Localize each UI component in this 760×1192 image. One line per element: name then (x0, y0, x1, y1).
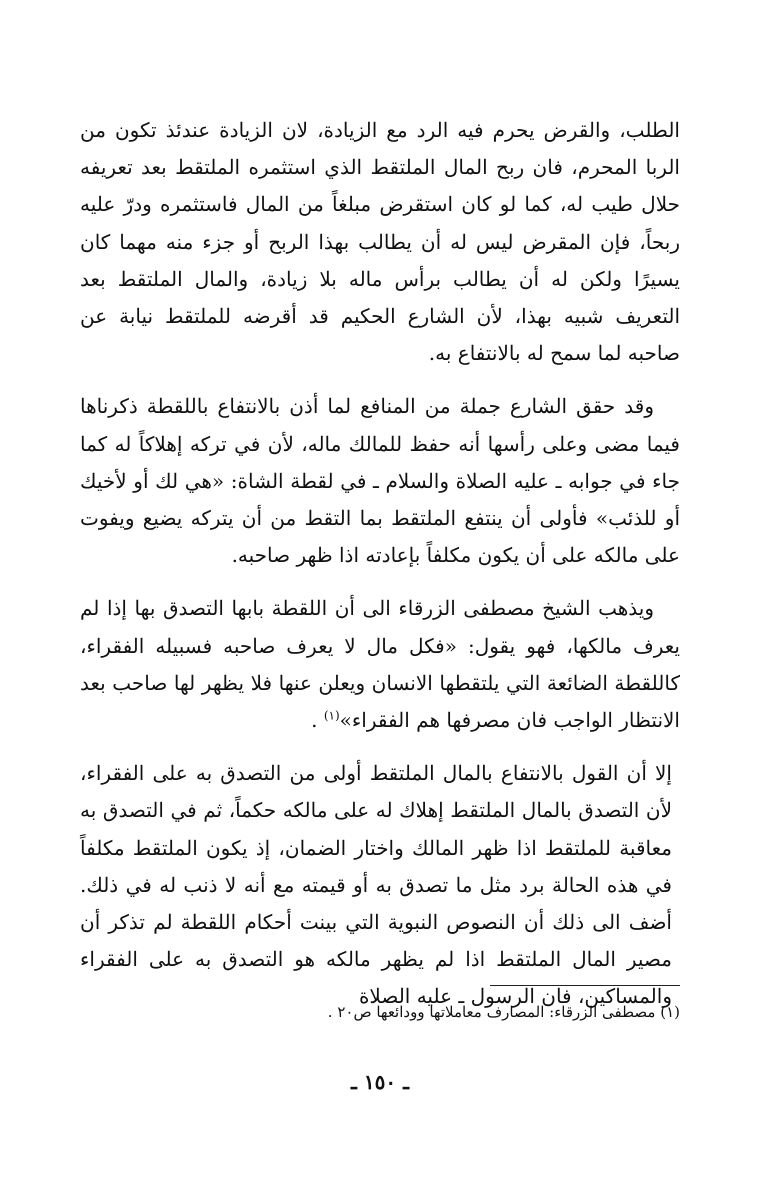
paragraph-1: الطلب، والقرض يحرم فيه الرد مع الزيادة، لان الزيادة عندئذ تكون من الربا المحرم، فان ربح المال الملتقط الذي استثمره الملتقط بعد تعريفه حلال طيب له، كما لو كان استقرض مبلغاً من المال فاستثمره ودرّ عليه ربحاً، فإن المقرض ليس له أن يطالب بهذا الربح أو جزء منه مهما كان يسيرًا ولكن له أن يطالب برأس ماله بلا زيادة، والمال الملتقط بعد التعريف شبيه بهذا، لأن الشارع الحكيم قد أقرضه للملتقط نيابة عن صاحبه لما سمح له بالانتفاع به. (80, 118, 680, 366)
paragraph-2: وقد حقق الشارع جملة من المنافع لما أذن بالانتفاع باللقطة ذكرناها فيما مضى وعلى رأسها أنه حفظ للمالك ماله، لأن في تركه إهلاكاً له كما جاء في جوابه ـ عليه الصلاة والسلام ـ في لقطة الشاة: «هي لك أو لأخيك أو للذئب» فأولى أن ينتفع الملتقط بما التقط من أن يتركه يضيع ويفوت على مالكه على أن يكون مكلفاً بإعادته اذا ظهر صاحبه. (80, 394, 680, 568)
paragraph-4: إلا أن القول بالانتفاع بالمال الملتقط أولى من التصدق به على الفقراء، لأن التصدق بالمال الملتقط إهلاك له على مالكه حكماً، ثم في التصدق به معاقبة للملتقط اذا ظهر المالك واختار الضمان، إذ يكون الملتقط مكلفاً في هذه الحالة برد مثل ما تصدق به أو قيمته مع أنه لا ذنب له في ذلك. أضف الى ذلك أن النصوص النبوية التي بينت أحكام اللقطة لم تذكر أن مصير المال الملتقط اذا لم يظهر مالكه هو التصدق به على الفقراء والمساكين، فان الرسول ـ عليه الصلاة (80, 761, 672, 1009)
paragraph-3-tail: . (311, 708, 324, 733)
footnote-ref[interactable]: (١) (323, 708, 340, 723)
footnote: (١) مصطفى الزرقاء: المصارف معاملاتها وودائعها ص٢٠ . (327, 1003, 680, 1021)
paragraph-3 (80, 590, 680, 739)
main-text (80, 112, 680, 1016)
page-number: ـ ١٥٠ ـ (351, 1070, 409, 1094)
footnote-divider (490, 985, 680, 986)
paragraph-3-text: ويذهب الشيخ مصطفى الزرقاء الى أن اللقطة بابها التصدق بها إذا لم يعرف مالكها، فهو يقول: «فكل مال لا يعرف صاحبه فسبيله الفقراء، كاللقطة الضائعة التي يلتقطها الانسان ويعلن عنها فلا يظهر لها صاحب بعد الانتظار الواجب فان مصرفها هم الفقراء» (80, 596, 680, 733)
